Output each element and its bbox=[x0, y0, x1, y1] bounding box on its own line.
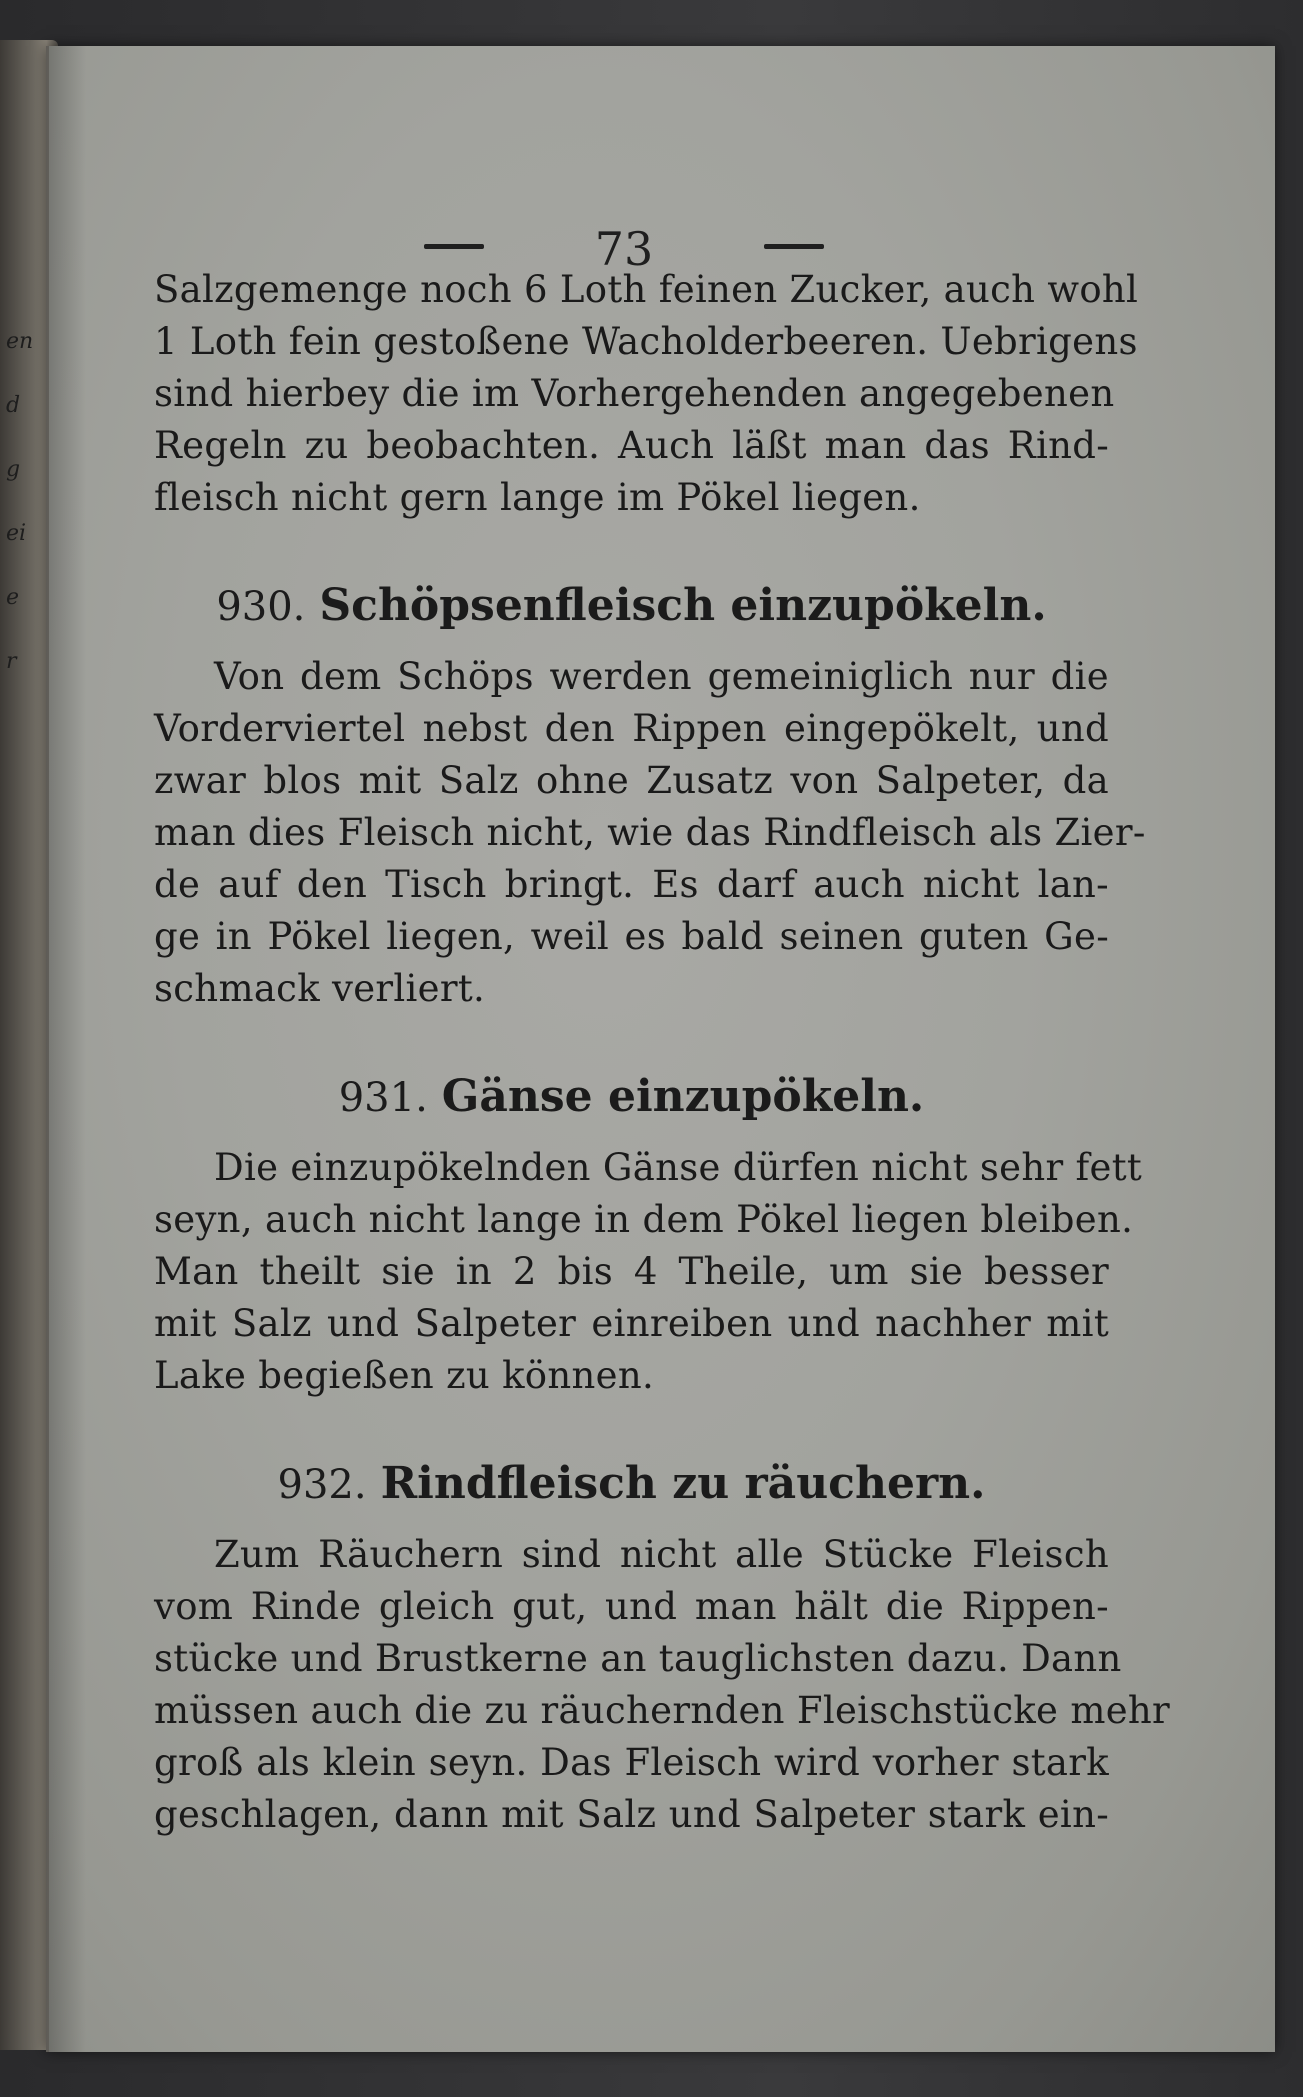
text-line: müssen auch die zu räuchernden Fleischstücke mehr bbox=[154, 1689, 1171, 1732]
gutter-shadow bbox=[46, 46, 86, 2052]
text-line: geschlagen, dann mit Salz und Salpeter stark ein- bbox=[154, 1793, 1109, 1836]
book-page bbox=[46, 46, 1275, 2052]
fragment: e bbox=[6, 585, 20, 610]
section-number: 930. bbox=[216, 584, 306, 630]
text-line: Man theilt sie in 2 bis 4 Theile, um sie besser bbox=[154, 1250, 1109, 1293]
intro-paragraph bbox=[154, 264, 1139, 524]
section-number: 931. bbox=[338, 1075, 428, 1121]
text-line: man dies Fleisch nicht, wie das Rindfleisch als Zier- bbox=[154, 811, 1146, 854]
text-line: Die einzupökelnden Gänse dürfen nicht sehr fett bbox=[214, 1146, 1143, 1189]
fragment: g bbox=[6, 457, 21, 482]
text-line: Lake begießen zu können. bbox=[154, 1354, 655, 1397]
text-line: ge in Pökel liegen, weil es bald seinen guten Ge- bbox=[154, 915, 1109, 958]
page-number: 73 bbox=[594, 222, 654, 276]
fragment: en bbox=[6, 329, 34, 354]
text-line: sind hierbey die im Vorhergehenden angegebenen bbox=[154, 372, 1115, 415]
section-heading-932 bbox=[154, 1454, 1109, 1515]
previous-page-text-fragments bbox=[6, 310, 36, 694]
text-line: Vorderviertel nebst den Rippen eingepökelt, und bbox=[154, 707, 1109, 750]
text-line: de auf den Tisch bringt. Es darf auch nicht lan- bbox=[154, 863, 1109, 906]
text-line: vom Rinde gleich gut, und man hält die Rippen- bbox=[154, 1585, 1109, 1628]
fragment: ei bbox=[6, 521, 27, 546]
header-dash-right bbox=[764, 244, 824, 249]
section-paragraph-931 bbox=[154, 1142, 1143, 1402]
text-line: fleisch nicht gern lange im Pökel liegen. bbox=[154, 476, 921, 519]
fragment: r bbox=[6, 649, 17, 674]
text-line: Salzgemenge noch 6 Loth feinen Zucker, auch wohl bbox=[154, 268, 1139, 311]
text-line: Von dem Schöps werden gemeiniglich nur die bbox=[214, 655, 1109, 698]
text-line: 1 Loth fein gestoßene Wacholderbeeren. Uebrigens bbox=[154, 320, 1138, 363]
section-title: Rindfleisch zu räuchern. bbox=[380, 1458, 986, 1509]
page-header bbox=[154, 166, 1109, 276]
section-paragraph-932 bbox=[154, 1529, 1171, 1841]
page-content bbox=[154, 166, 1171, 1841]
section-paragraph-930 bbox=[154, 651, 1146, 1015]
header-dash-left bbox=[424, 244, 484, 249]
text-line: zwar blos mit Salz ohne Zusatz von Salpeter, da bbox=[154, 759, 1109, 802]
section-heading-931 bbox=[154, 1067, 1109, 1128]
section-title: Gänse einzupökeln. bbox=[441, 1071, 925, 1122]
text-line: seyn, auch nicht lange in dem Pökel liegen bleiben. bbox=[154, 1198, 1134, 1241]
text-line: mit Salz und Salpeter einreiben und nachher mit bbox=[154, 1302, 1109, 1345]
fragment: d bbox=[6, 393, 21, 418]
text-line: Zum Räuchern sind nicht alle Stücke Fleisch bbox=[214, 1533, 1109, 1576]
text-line: stücke und Brustkerne an tauglichsten dazu. Dann bbox=[154, 1637, 1122, 1680]
section-number: 932. bbox=[277, 1462, 367, 1508]
section-title: Schöpsenfleisch einzupökeln. bbox=[319, 580, 1047, 631]
text-line: schmack verliert. bbox=[154, 967, 486, 1010]
section-heading-930 bbox=[154, 576, 1109, 637]
text-line: groß als klein seyn. Das Fleisch wird vorher stark bbox=[154, 1741, 1109, 1784]
text-line: Regeln zu beobachten. Auch läßt man das Rind- bbox=[154, 424, 1109, 467]
